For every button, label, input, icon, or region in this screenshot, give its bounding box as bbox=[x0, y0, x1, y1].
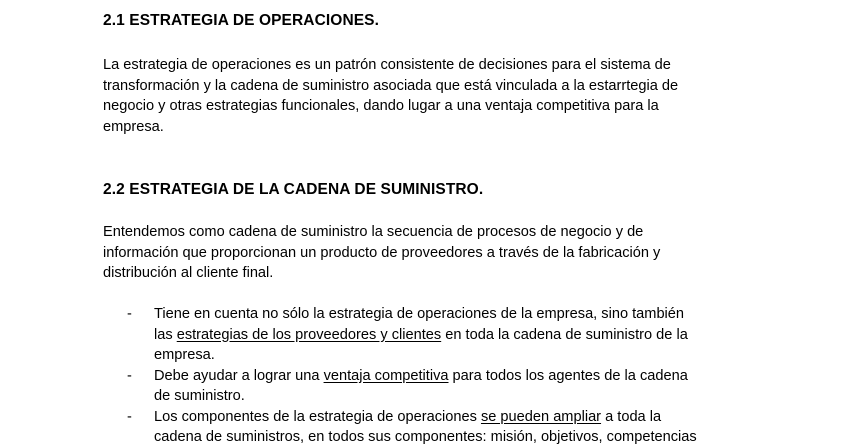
list-item-text: en toda la cadena de suministro de la bbox=[441, 326, 688, 343]
section-paragraph-operations bbox=[103, 55, 743, 137]
paragraph-line: La estrategia de operaciones es un patrón consistente de decisiones para el sistema de bbox=[103, 57, 671, 73]
list-item-text: a toda la bbox=[601, 408, 662, 425]
underlined-phrase: estrategias de los proveedores y clientes bbox=[176, 326, 442, 343]
list-item-line bbox=[154, 366, 763, 387]
list-item bbox=[103, 407, 763, 448]
list-item-line: de suministro. bbox=[154, 388, 245, 404]
list-item-line: empresa. bbox=[154, 347, 215, 363]
underlined-phrase: ventaja competitiva bbox=[323, 367, 449, 384]
list-item-text: Debe ayudar a lograr una bbox=[154, 367, 324, 384]
list-item-line: cadena de suministros, en todos sus componentes: misión, objetivos, competencias bbox=[154, 429, 697, 445]
paragraph-line: Entendemos como cadena de suministro la secuencia de procesos de negocio y de bbox=[103, 224, 644, 240]
list-item-text: Los componentes de la estrategia de operaciones bbox=[154, 408, 481, 425]
list-item bbox=[103, 304, 763, 366]
section-heading-supply-chain: 2.2 ESTRATEGIA DE LA CADENA DE SUMINISTRO. bbox=[103, 181, 484, 198]
list-item-text: para todos los agentes de la cadena bbox=[448, 367, 688, 384]
list-item bbox=[103, 366, 763, 407]
section-paragraph-supply-chain bbox=[103, 222, 743, 284]
list-item-text: las bbox=[154, 326, 177, 343]
section-heading-operations: 2.1 ESTRATEGIA DE OPERACIONES. bbox=[103, 12, 380, 29]
list-item-line: Tiene en cuenta no sólo la estrategia de operaciones de la empresa, sino también bbox=[154, 306, 685, 322]
bullet-marker: - bbox=[127, 367, 132, 384]
list-item-line bbox=[154, 325, 763, 346]
bullet-marker: - bbox=[127, 306, 132, 322]
bullet-list bbox=[103, 304, 763, 448]
paragraph-line: información que proporcionan un producto de proveedores a través de la fabricación y bbox=[103, 244, 661, 261]
paragraph-line: empresa. bbox=[103, 118, 164, 135]
paragraph-line: negocio y otras estrategias funcionales, dando lugar a una ventaja competitiva para la bbox=[103, 98, 659, 114]
bullet-marker: - bbox=[127, 408, 132, 425]
list-item-line bbox=[154, 407, 763, 428]
underlined-phrase: se pueden ampliar bbox=[480, 408, 602, 425]
paragraph-line: transformación y la cadena de suministro asociada que está vinculada a la estarrtegia de bbox=[103, 77, 679, 94]
paragraph-line: distribución al cliente final. bbox=[103, 265, 274, 281]
